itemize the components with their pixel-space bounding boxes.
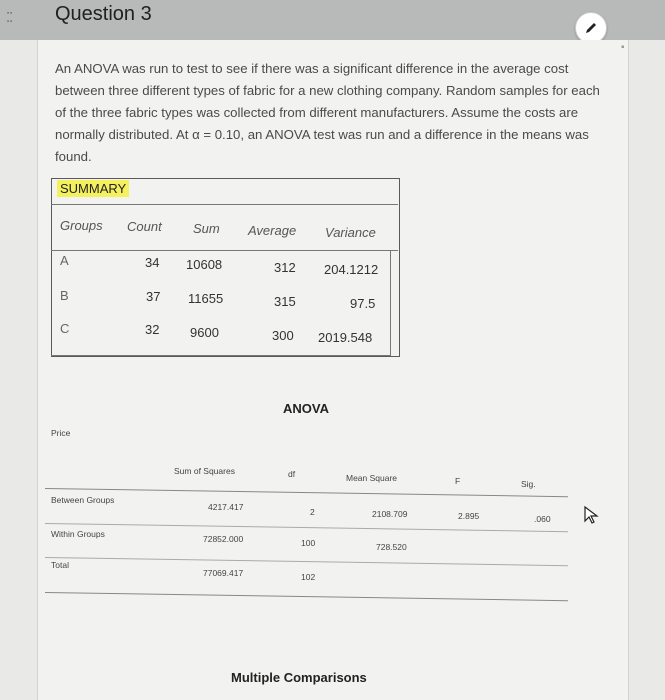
summary-row-c-count: 32 [145,322,160,337]
scroll-marker: ▪ [621,42,625,53]
summary-row-a-sum: 10608 [186,257,223,272]
anova-row-within-df: 100 [301,538,316,548]
multiple-comparisons-title: Multiple Comparisons [231,670,367,685]
summary-header-divider [51,204,398,205]
anova-row-between-ms: 2108.709 [372,509,408,519]
summary-row-b-sum: 11655 [188,291,224,306]
summary-row-b-count: 37 [146,289,161,304]
summary-row-a-average: 312 [274,260,296,275]
question-header [0,0,665,40]
anova-variable-label: Price [51,428,71,438]
summary-bottom-border [51,355,391,356]
anova-header-sum-of-squares: Sum of Squares [174,466,235,476]
question-title: Question 3 [55,3,152,25]
summary-header-variance: Variance [325,225,376,240]
summary-row-b-average: 315 [274,294,296,309]
anova-row-within-ms: 728.520 [376,542,407,552]
question-prompt: An ANOVA was run to test to see if there was a significant difference in the average cost between three different types of fabric for a new clothing company. Random samples for each of the three fabric types was collected from different manufacturers. Assume the costs are normally distributed. At α = 0.10, an ANOVA test was run and a difference in the means was found. [55,61,600,164]
summary-row-c-sum: 9600 [190,325,219,340]
summary-row-a-group: A [60,253,69,268]
anova-header-sig: Sig. [521,479,536,489]
anova-row-within-label: Within Groups [51,529,105,539]
summary-header-average: Average [248,223,297,238]
anova-row-between-sig: .060 [534,514,551,524]
summary-row-b-group: B [60,288,69,303]
anova-row-total-ss: 77069.417 [203,568,244,578]
pencil-icon [583,20,599,36]
anova-header-f: F [455,476,461,486]
anova-title: ANOVA [283,401,329,416]
summary-row-a-variance: 204.1212 [324,262,379,277]
summary-header-count: Count [127,219,162,234]
summary-label: SUMMARY [57,180,129,197]
anova-row-between-ss: 4217.417 [208,502,244,512]
summary-row-b-variance: 97.5 [350,296,376,311]
summary-row-c-group: C [60,321,70,336]
summary-body-divider [51,250,398,251]
summary-row-c-average: 300 [272,328,294,343]
anova-row-between-df: 2 [310,507,315,517]
anova-row-between-label: Between Groups [51,495,115,505]
anova-row-between-f: 2.895 [458,511,480,521]
summary-header-sum: Sum [193,221,220,236]
summary-row-c-variance: 2019.548 [318,330,373,345]
anova-row-total-df: 102 [301,572,316,582]
anova-row-total-label: Total [51,560,69,570]
drag-handle-icon[interactable]: ⁚⁚ [6,10,13,25]
mouse-pointer-icon [583,505,599,525]
anova-header-df: df [288,469,296,479]
summary-right-border [390,250,391,355]
summary-header-groups: Groups [60,218,103,233]
anova-row-within-ss: 72852.000 [203,534,244,544]
anova-header-mean-square: Mean Square [346,473,398,483]
summary-row-a-count: 34 [145,255,160,270]
